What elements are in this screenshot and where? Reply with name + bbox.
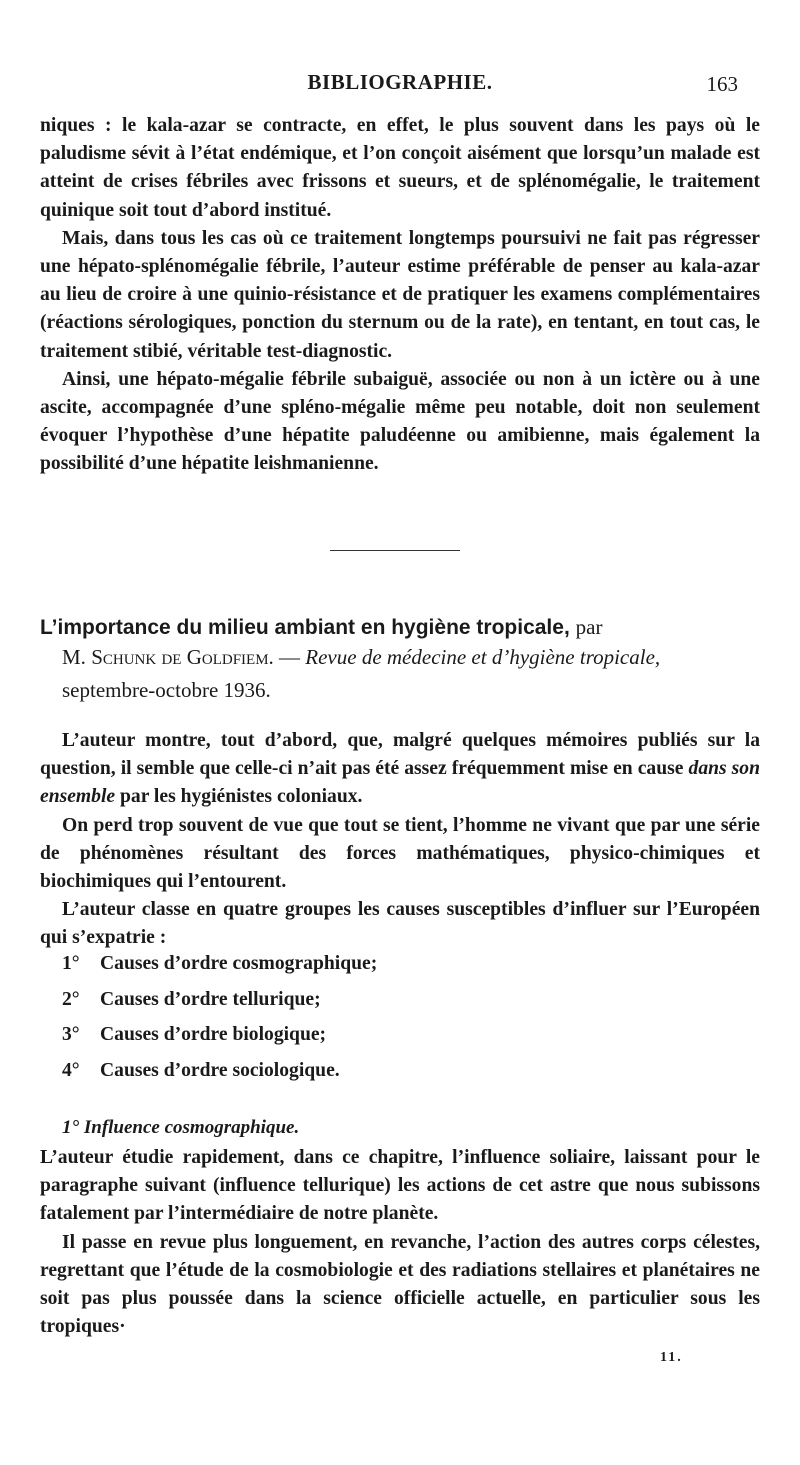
section-heading xyxy=(62,1117,299,1139)
paragraph xyxy=(40,727,760,812)
paragraph: Il passe en revue plus longuement, en revanche, l’action des autres corps célestes, regrettant que l’étude de la cosmobiologie et des radiations stellaires et planétaires ne soit pas plus poussée dans la science officielle actuelle, en particulier sous les tropiques· xyxy=(40,1231,760,1338)
paragraph-text: L’auteur montre, tout d’abord, que, malgré quelques mémoires publiés sur la question, il semble que celle-ci n’ait pas été assez fréquemment mise en cause xyxy=(40,730,760,780)
article-body xyxy=(40,727,760,953)
author-name: Schunk de Goldfiem. xyxy=(91,645,274,669)
signature-mark: 11. xyxy=(660,1350,683,1365)
article-title-text: L’importance du milieu ambiant en hygiène tropicale, xyxy=(40,616,570,639)
list-number: 4° xyxy=(62,1059,80,1081)
list-item xyxy=(62,950,377,986)
causes-list xyxy=(62,950,377,1092)
author-prefix: M. xyxy=(62,645,86,669)
journal-name: Revue de médecine et d’hygiène tropicale, xyxy=(305,645,661,669)
paragraph: Mais, dans tous les cas où ce traitement longtemps poursuivi ne fait pas régresser une hépato-splénomégalie fébrile, l’auteur estime préférable de penser au kala-azar au lieu de croire à une quinio-résistance et de pratiquer les examens complémentaires (réactions sérologiques, ponction du sternum ou de la rate), en tentant, en tout cas, le traitement stibié, véritable test-diagnostic. xyxy=(40,227,760,362)
paragraph: On perd trop souvent de vue que tout se tient, l’homme ne vivant que par une série de phénomènes résultant des forces mathématiques, physico-chimiques et biochimiques qui l’entourent. xyxy=(40,814,760,893)
section-number: 1° xyxy=(62,1117,80,1138)
list-text: Causes d’ordre tellurique; xyxy=(100,988,321,1010)
article-title xyxy=(40,612,760,643)
list-number: 2° xyxy=(62,988,80,1010)
page-number: 163 xyxy=(706,72,738,96)
paragraph: L’auteur étudie rapidement, dans ce chapitre, l’influence soliaire, laissant pour le paragraphe suivant (influence tellurique) les actions de cet astre que nous subissons fatalement par l’intermédiaire de notre planète. xyxy=(40,1147,760,1225)
list-number: 3° xyxy=(62,1024,80,1045)
list-item xyxy=(62,986,377,1022)
section-body xyxy=(40,1144,760,1341)
paragraph: L’auteur classe en quatre groupes les causes susceptibles d’influer sur l’Européen qui s’expatrie : xyxy=(40,899,760,949)
section-title: Influence cosmographique. xyxy=(83,1117,300,1138)
list-text: Causes d’ordre sociologique. xyxy=(100,1059,340,1081)
list-item xyxy=(62,1021,377,1057)
list-text: Causes d’ordre biologique; xyxy=(100,1024,327,1045)
article-date: septembre-octobre 1936. xyxy=(62,678,271,702)
section-divider xyxy=(330,550,460,551)
continued-text xyxy=(40,112,760,479)
emphasis: dans son ensemble xyxy=(40,758,761,808)
byline-dash: — xyxy=(279,645,301,669)
list-text: Causes d’ordre cosmographique; xyxy=(100,953,378,974)
paragraph: Ainsi, une hépato-mégalie fébrile subaiguë, associée ou non à un ictère ou à une ascite, accompagnée d’une spléno-mégalie même peu notable, doit non seulement évoquer l’hypothèse d’une hépatite paludéenne ou amibienne, mais également la possibilité d’une hépatite leishmanienne. xyxy=(40,368,760,475)
article-title-par: par xyxy=(575,615,603,639)
paragraph-text: par les hygiénistes coloniaux. xyxy=(120,786,363,808)
list-item xyxy=(62,1057,377,1093)
running-title: BIBLIOGRAPHIE. xyxy=(307,70,493,94)
list-number: 1° xyxy=(62,953,80,974)
paragraph: niques : le kala-azar se contracte, en effet, le plus souvent dans les pays où le paludisme sévit à l’état endémique, et l’on conçoit aisément que lorsqu’un malade est atteint de crises fébriles avec frissons et sueurs, et de splénomégalie, le traitement quinique soit tout d’abord institué. xyxy=(40,115,760,221)
article-byline xyxy=(62,642,762,672)
running-header xyxy=(0,70,800,100)
